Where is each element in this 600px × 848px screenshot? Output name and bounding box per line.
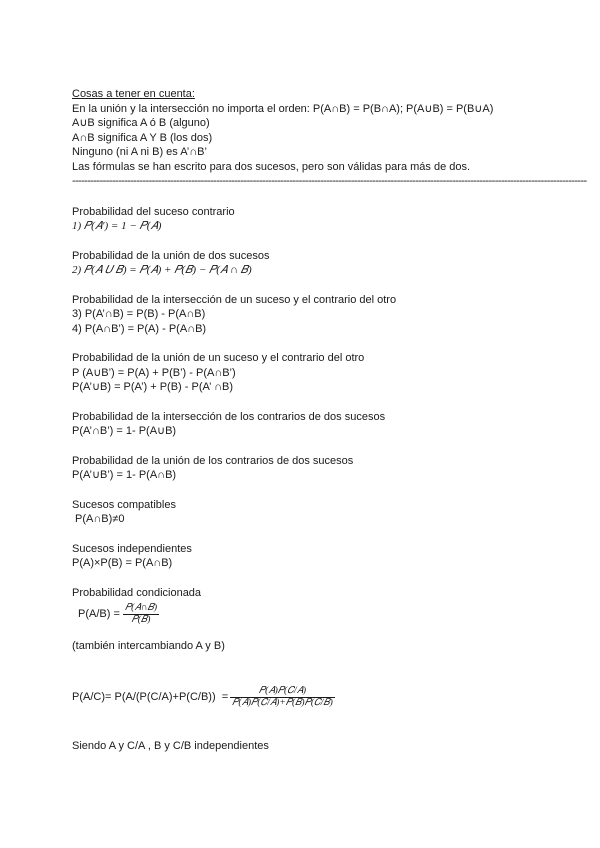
fraction-denominator: 𝑃(𝐴)𝑃(𝐶/𝐴)+𝑃(𝐵)𝑃(𝐶/𝐵) — [232, 698, 333, 708]
divider-line: ------------------------------------------------------------------------------------------------------------------------------------------------------------------------ — [72, 175, 587, 187]
bayes-note: Siendo A y C/A , B y C/B independientes — [72, 739, 269, 752]
section-title: Sucesos independientes — [72, 542, 192, 555]
note-line-1: En la unión y la intersección no importa el orden: P(A∩B) = P(B∩A); P(A∪B) = P(B∪A) — [72, 102, 494, 115]
notes-title: Cosas a tener en cuenta: — [72, 88, 195, 100]
section-title: Probabilidad condicionada — [72, 586, 202, 599]
section-title: Probabilidad de la intersección de los contrarios de dos sucesos — [72, 410, 386, 423]
section-compatibles — [72, 498, 542, 527]
section-title: Probabilidad de la intersección de un suceso y el contrario del otro — [72, 293, 397, 306]
formula-union-contrario-a: P (A∪B’) = P(A) + P(B’) - P(A∩B’) — [72, 366, 236, 379]
section-title: Probabilidad del suceso contrario — [72, 205, 235, 218]
fraction — [123, 603, 159, 626]
formula-lhs: P(A/B) = — [78, 607, 123, 620]
formula-bayes — [72, 684, 542, 712]
section-bayes — [72, 684, 542, 754]
formula-2: 2) 𝑃(𝐴 𝑈 𝐵) = 𝑃(𝐴) + 𝑃(𝐵) − 𝑃(𝐴 ∩ 𝐵) — [72, 264, 252, 276]
note-line-5: Las fórmulas se han escrito para dos sucesos, pero son válidas para más de dos. — [72, 160, 471, 173]
formula-lhs: P(A/C)= P(A/(P(C/A)+P(C/B)) = — [72, 691, 229, 704]
section-interseccion-contrarios — [72, 410, 542, 439]
fraction-numerator: 𝑃(𝐴∩𝐵) — [124, 602, 157, 613]
formula-independientes: P(A)×P(B) = P(A∩B) — [72, 557, 173, 569]
formula-interseccion-contrarios: P(A’∩B’) = 1- P(A∪B) — [72, 425, 177, 437]
section-title: Probabilidad de la unión de dos sucesos — [72, 249, 270, 262]
section-interseccion-contrario — [72, 293, 542, 337]
section-union-contrario — [72, 351, 542, 395]
formula-condicionada — [72, 600, 542, 628]
section-condicionada — [72, 586, 542, 654]
section-independientes — [72, 542, 542, 571]
section-title: Probabilidad de la unión de un suceso y el contrario del otro — [72, 352, 365, 364]
note-line-2: A∪B significa A ó B (alguno) — [72, 117, 210, 129]
fraction — [230, 686, 335, 709]
section-title: Probabilidad de la unión de los contrarios de dos sucesos — [72, 454, 354, 467]
formula-compatibles: P(A∩B)≠0 — [72, 513, 125, 525]
formula-union-contrarios: P(A’∪B’) = 1- P(A∩B) — [72, 469, 177, 481]
condicionada-note: (también intercambiando A y B) — [72, 640, 225, 652]
section-union-contrarios — [72, 454, 542, 483]
formula-4: 4) P(A∩B’) = P(A) - P(A∩B) — [72, 322, 207, 335]
fraction-numerator: 𝑃(𝐴)𝑃(𝐶/𝐴) — [230, 686, 335, 698]
document-page — [72, 87, 587, 753]
formula-1: 1) 𝑃(𝐴′) = 1 − 𝑃(𝐴) — [72, 220, 162, 232]
formula-union-contrario-b: P(A’∪B) = P(A’) + P(B) - P(A’ ∩B) — [72, 381, 234, 393]
note-line-4: Ninguno (ni A ni B) es A’∩B’ — [72, 146, 207, 158]
section-union — [72, 249, 542, 278]
section-contrario — [72, 205, 542, 234]
fraction-denominator: 𝑃(𝐵) — [131, 614, 151, 625]
section-title: Sucesos compatibles — [72, 498, 176, 511]
note-line-3: A∩B significa A Y B (los dos) — [72, 131, 213, 144]
formula-3: 3) P(A’∩B) = P(B) - P(A∩B) — [72, 308, 206, 320]
